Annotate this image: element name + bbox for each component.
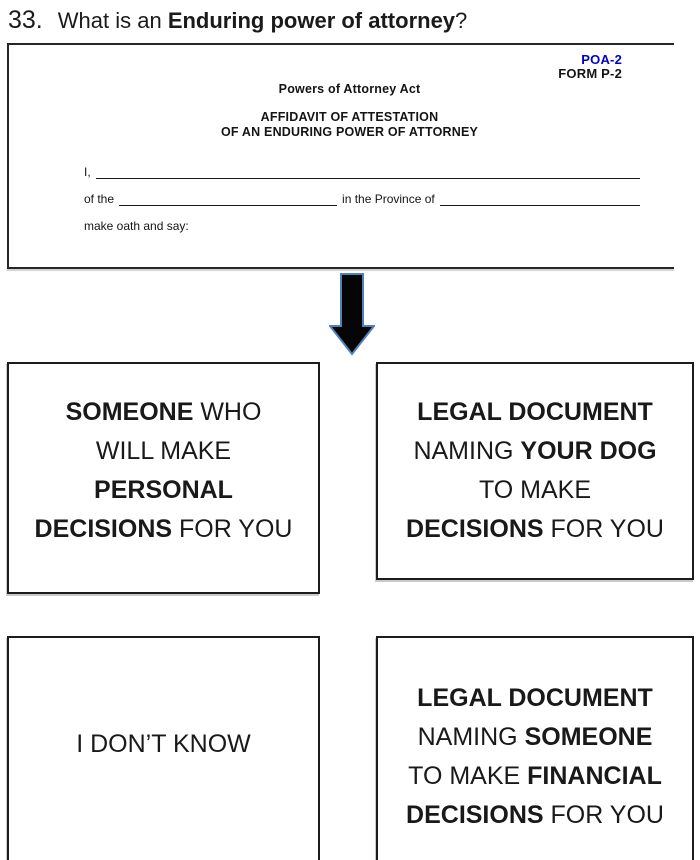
option-text-line: I DON’T KNOW	[76, 730, 251, 758]
affidavit-heading	[25, 110, 674, 139]
of-the-field-label: of the	[84, 192, 115, 206]
question-title	[8, 6, 688, 35]
affidavit-form-preview	[7, 43, 674, 269]
option-financial-decisions[interactable]	[376, 636, 694, 860]
question-text	[58, 8, 468, 34]
question-text-prefix: What is an	[57, 8, 168, 33]
question-number: 33.	[8, 6, 43, 34]
option-personal-decisions[interactable]	[7, 362, 320, 594]
question-text-suffix: ?	[455, 8, 468, 33]
oath-line-text: make oath and say:	[84, 219, 189, 233]
option-text-line: DECISIONS FOR YOU	[406, 515, 664, 543]
option-text-line: LEGAL DOCUMENT	[417, 398, 653, 426]
form-ref-block	[558, 53, 622, 81]
of-the-field-line	[119, 192, 337, 206]
option-text-line: SOMEONE WHO	[65, 398, 262, 426]
option-your-dog[interactable]	[376, 362, 694, 580]
option-text-line: DECISIONS FOR YOU	[34, 515, 293, 543]
option-text-line: TO MAKE	[478, 476, 592, 504]
province-field-label: in the Province of	[342, 192, 435, 206]
option-text-line: TO MAKE FINANCIAL	[408, 761, 662, 790]
poa-ref-code: POA-2	[581, 52, 622, 67]
residence-field-row	[84, 192, 640, 206]
option-text-line: NAMING YOUR DOG	[413, 437, 657, 465]
affidavit-heading-line2: OF AN ENDURING POWER OF ATTORNEY	[220, 124, 479, 139]
form-number: FORM P-2	[558, 66, 622, 81]
option-text-line: NAMING SOMEONE	[417, 722, 653, 751]
oath-line	[84, 219, 640, 233]
option-dont-know[interactable]	[7, 636, 320, 860]
act-title: Powers of Attorney Act	[278, 82, 421, 96]
option-text-line: PERSONAL	[94, 476, 233, 504]
affidavit-heading-line1: AFFIDAVIT OF ATTESTATION	[260, 110, 439, 124]
option-text-line: DECISIONS FOR YOU	[406, 800, 664, 829]
name-field-row	[84, 165, 640, 179]
option-text-line: LEGAL DOCUMENT	[417, 683, 653, 712]
option-text-line: WILL MAKE	[95, 437, 232, 465]
name-field-line	[96, 165, 640, 179]
question-text-bold: Enduring power of attorney	[167, 8, 456, 33]
province-field-line	[440, 192, 640, 206]
name-field-label: I,	[84, 165, 91, 179]
down-arrow-icon	[329, 273, 375, 356]
